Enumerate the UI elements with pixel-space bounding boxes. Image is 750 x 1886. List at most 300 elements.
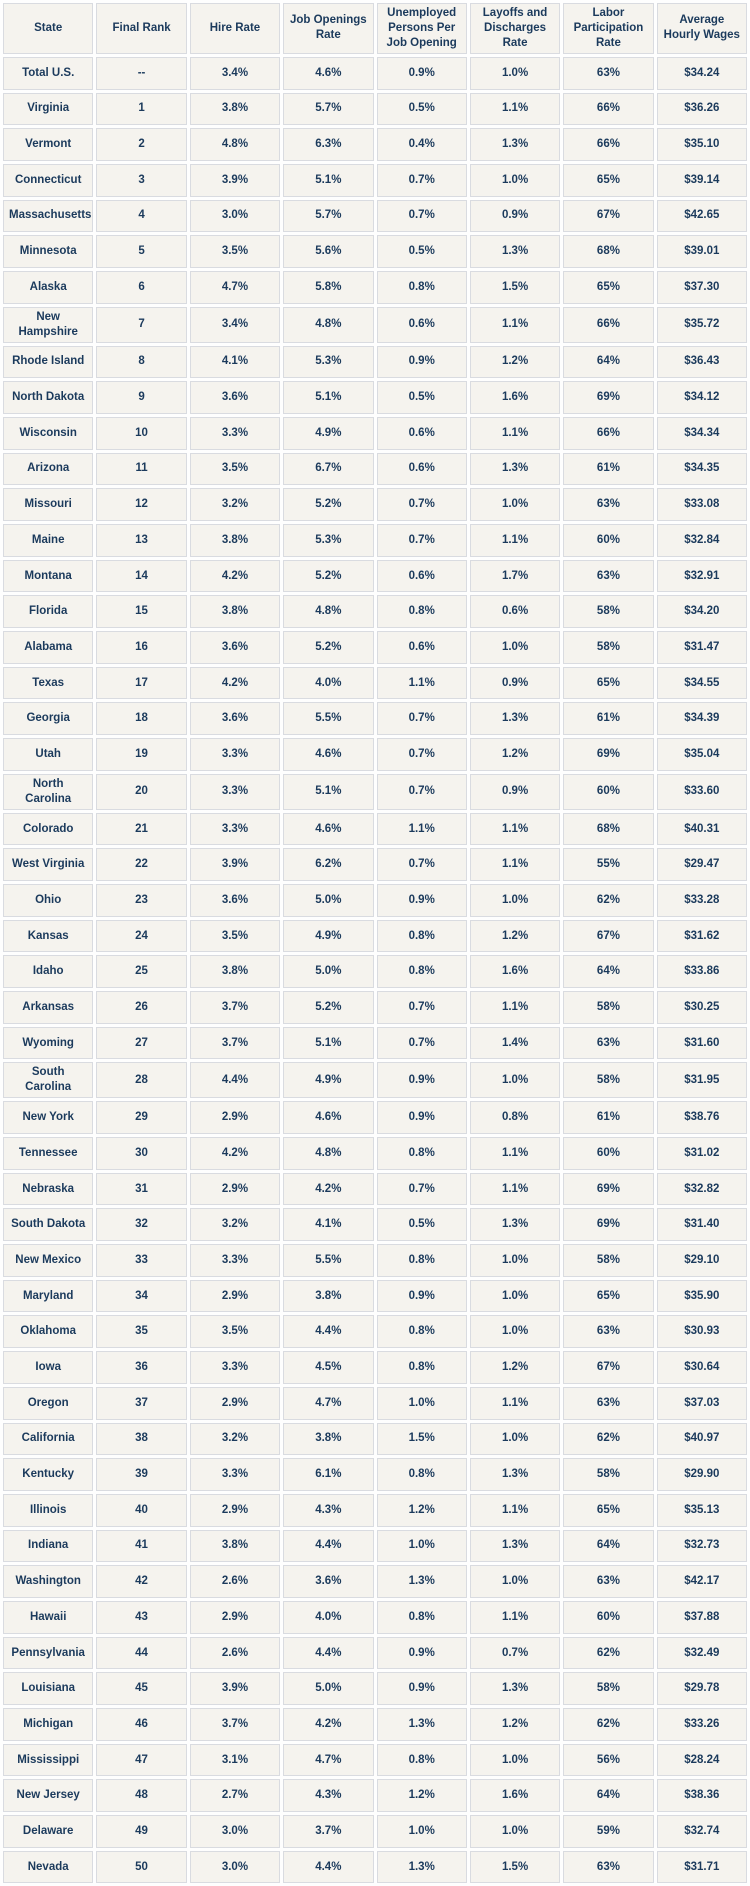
table-row <box>3 1351 747 1384</box>
cell-unemployed-per-job-opening: 1.3% <box>377 1851 467 1884</box>
cell-job-openings-rate: 4.2% <box>283 1708 373 1741</box>
cell-labor-participation-rate: 60% <box>563 774 653 810</box>
cell-job-openings-rate: 5.0% <box>283 955 373 988</box>
cell-state: Wyoming <box>3 1027 93 1060</box>
cell-job-openings-rate: 4.4% <box>283 1315 373 1348</box>
cell-labor-participation-rate: 62% <box>563 1637 653 1670</box>
cell-job-openings-rate: 5.2% <box>283 991 373 1024</box>
cell-hire-rate: 2.9% <box>190 1101 280 1134</box>
column-header-final-rank: Final Rank <box>96 3 186 54</box>
cell-final-rank: 36 <box>96 1351 186 1384</box>
cell-layoffs-discharges-rate: 1.0% <box>470 884 560 917</box>
cell-hire-rate: 3.7% <box>190 991 280 1024</box>
cell-state: Illinois <box>3 1494 93 1527</box>
table-row <box>3 738 747 771</box>
header-row <box>3 3 747 54</box>
cell-job-openings-rate: 4.4% <box>283 1637 373 1670</box>
cell-labor-participation-rate: 65% <box>563 164 653 197</box>
cell-state: Nevada <box>3 1851 93 1884</box>
cell-labor-participation-rate: 60% <box>563 524 653 557</box>
column-header-unemployed-per-job-opening: Unemployed Persons Per Job Opening <box>377 3 467 54</box>
cell-unemployed-per-job-opening: 0.7% <box>377 702 467 735</box>
table-row <box>3 524 747 557</box>
cell-unemployed-per-job-opening: 1.0% <box>377 1387 467 1420</box>
cell-avg-hourly-wages: $31.47 <box>657 631 747 664</box>
cell-unemployed-per-job-opening: 1.3% <box>377 1708 467 1741</box>
cell-job-openings-rate: 5.7% <box>283 200 373 233</box>
table-row <box>3 1744 747 1777</box>
cell-labor-participation-rate: 62% <box>563 1423 653 1456</box>
cell-layoffs-discharges-rate: 1.1% <box>470 1137 560 1170</box>
cell-hire-rate: 3.9% <box>190 164 280 197</box>
cell-state: North Dakota <box>3 381 93 414</box>
cell-hire-rate: 2.9% <box>190 1387 280 1420</box>
cell-unemployed-per-job-opening: 0.7% <box>377 991 467 1024</box>
cell-final-rank: 27 <box>96 1027 186 1060</box>
cell-hire-rate: 3.9% <box>190 1672 280 1705</box>
cell-unemployed-per-job-opening: 0.6% <box>377 560 467 593</box>
cell-avg-hourly-wages: $36.43 <box>657 346 747 379</box>
cell-avg-hourly-wages: $32.82 <box>657 1173 747 1206</box>
cell-state: Ohio <box>3 884 93 917</box>
cell-final-rank: 41 <box>96 1530 186 1563</box>
column-header-layoffs-discharges-rate: Layoffs and Discharges Rate <box>470 3 560 54</box>
cell-avg-hourly-wages: $34.24 <box>657 57 747 90</box>
cell-hire-rate: 2.9% <box>190 1601 280 1634</box>
cell-unemployed-per-job-opening: 0.8% <box>377 595 467 628</box>
cell-labor-participation-rate: 58% <box>563 631 653 664</box>
table-row <box>3 1851 747 1884</box>
cell-avg-hourly-wages: $34.55 <box>657 667 747 700</box>
cell-state: Maryland <box>3 1280 93 1313</box>
table-row <box>3 128 747 161</box>
cell-layoffs-discharges-rate: 1.3% <box>470 702 560 735</box>
cell-unemployed-per-job-opening: 0.7% <box>377 1027 467 1060</box>
cell-final-rank: 20 <box>96 774 186 810</box>
cell-avg-hourly-wages: $42.17 <box>657 1565 747 1598</box>
cell-layoffs-discharges-rate: 1.6% <box>470 381 560 414</box>
cell-state: Virginia <box>3 93 93 126</box>
cell-final-rank: 16 <box>96 631 186 664</box>
cell-job-openings-rate: 5.5% <box>283 702 373 735</box>
cell-labor-participation-rate: 62% <box>563 1708 653 1741</box>
cell-avg-hourly-wages: $35.04 <box>657 738 747 771</box>
column-header-job-openings-rate: Job Openings Rate <box>283 3 373 54</box>
cell-final-rank: 37 <box>96 1387 186 1420</box>
cell-unemployed-per-job-opening: 0.6% <box>377 307 467 343</box>
table-row <box>3 1779 747 1812</box>
cell-final-rank: 32 <box>96 1208 186 1241</box>
cell-job-openings-rate: 5.1% <box>283 381 373 414</box>
cell-job-openings-rate: 6.2% <box>283 848 373 881</box>
cell-final-rank: -- <box>96 57 186 90</box>
cell-unemployed-per-job-opening: 0.5% <box>377 235 467 268</box>
cell-unemployed-per-job-opening: 0.8% <box>377 271 467 304</box>
cell-layoffs-discharges-rate: 0.7% <box>470 1637 560 1670</box>
cell-layoffs-discharges-rate: 1.1% <box>470 1173 560 1206</box>
cell-avg-hourly-wages: $33.26 <box>657 1708 747 1741</box>
cell-final-rank: 40 <box>96 1494 186 1527</box>
cell-layoffs-discharges-rate: 1.3% <box>470 1208 560 1241</box>
cell-hire-rate: 2.9% <box>190 1173 280 1206</box>
cell-labor-participation-rate: 60% <box>563 1601 653 1634</box>
table-row <box>3 1815 747 1848</box>
cell-labor-participation-rate: 64% <box>563 346 653 379</box>
cell-final-rank: 13 <box>96 524 186 557</box>
cell-state: Florida <box>3 595 93 628</box>
cell-layoffs-discharges-rate: 1.0% <box>470 1744 560 1777</box>
cell-hire-rate: 3.4% <box>190 57 280 90</box>
table-row <box>3 631 747 664</box>
cell-labor-participation-rate: 64% <box>563 1530 653 1563</box>
cell-unemployed-per-job-opening: 1.0% <box>377 1815 467 1848</box>
cell-final-rank: 4 <box>96 200 186 233</box>
cell-unemployed-per-job-opening: 1.2% <box>377 1494 467 1527</box>
cell-avg-hourly-wages: $31.02 <box>657 1137 747 1170</box>
cell-hire-rate: 3.3% <box>190 1458 280 1491</box>
cell-labor-participation-rate: 69% <box>563 381 653 414</box>
cell-labor-participation-rate: 63% <box>563 1315 653 1348</box>
table-row <box>3 813 747 846</box>
cell-hire-rate: 4.2% <box>190 1137 280 1170</box>
cell-labor-participation-rate: 58% <box>563 595 653 628</box>
cell-unemployed-per-job-opening: 0.8% <box>377 1744 467 1777</box>
cell-job-openings-rate: 5.1% <box>283 774 373 810</box>
cell-labor-participation-rate: 63% <box>563 1851 653 1884</box>
cell-avg-hourly-wages: $33.60 <box>657 774 747 810</box>
cell-unemployed-per-job-opening: 0.7% <box>377 848 467 881</box>
cell-labor-participation-rate: 65% <box>563 667 653 700</box>
cell-state: New Jersey <box>3 1779 93 1812</box>
cell-state: Indiana <box>3 1530 93 1563</box>
cell-hire-rate: 3.5% <box>190 1315 280 1348</box>
cell-labor-participation-rate: 58% <box>563 1458 653 1491</box>
cell-avg-hourly-wages: $37.30 <box>657 271 747 304</box>
cell-final-rank: 1 <box>96 93 186 126</box>
table-row <box>3 884 747 917</box>
cell-hire-rate: 3.0% <box>190 200 280 233</box>
cell-hire-rate: 3.8% <box>190 1530 280 1563</box>
cell-labor-participation-rate: 65% <box>563 1280 653 1313</box>
cell-job-openings-rate: 3.8% <box>283 1280 373 1313</box>
table-row <box>3 1101 747 1134</box>
table-header <box>3 3 747 54</box>
cell-final-rank: 30 <box>96 1137 186 1170</box>
cell-hire-rate: 4.4% <box>190 1062 280 1098</box>
cell-layoffs-discharges-rate: 0.9% <box>470 667 560 700</box>
cell-job-openings-rate: 5.1% <box>283 1027 373 1060</box>
table-row <box>3 1280 747 1313</box>
cell-final-rank: 28 <box>96 1062 186 1098</box>
cell-hire-rate: 3.9% <box>190 848 280 881</box>
cell-layoffs-discharges-rate: 1.3% <box>470 1458 560 1491</box>
cell-unemployed-per-job-opening: 0.9% <box>377 884 467 917</box>
cell-job-openings-rate: 4.7% <box>283 1744 373 1777</box>
cell-state: Texas <box>3 667 93 700</box>
cell-layoffs-discharges-rate: 0.6% <box>470 595 560 628</box>
table-row <box>3 1244 747 1277</box>
cell-job-openings-rate: 4.6% <box>283 813 373 846</box>
table-row <box>3 57 747 90</box>
cell-state: Rhode Island <box>3 346 93 379</box>
cell-hire-rate: 3.6% <box>190 631 280 664</box>
cell-layoffs-discharges-rate: 1.1% <box>470 1387 560 1420</box>
cell-job-openings-rate: 4.4% <box>283 1851 373 1884</box>
cell-avg-hourly-wages: $32.84 <box>657 524 747 557</box>
cell-labor-participation-rate: 62% <box>563 884 653 917</box>
table-row <box>3 774 747 810</box>
cell-layoffs-discharges-rate: 1.0% <box>470 1244 560 1277</box>
cell-final-rank: 39 <box>96 1458 186 1491</box>
cell-layoffs-discharges-rate: 1.0% <box>470 1315 560 1348</box>
cell-final-rank: 26 <box>96 991 186 1024</box>
cell-hire-rate: 4.1% <box>190 346 280 379</box>
cell-job-openings-rate: 4.9% <box>283 417 373 450</box>
cell-hire-rate: 3.7% <box>190 1708 280 1741</box>
cell-layoffs-discharges-rate: 1.1% <box>470 417 560 450</box>
cell-job-openings-rate: 5.5% <box>283 1244 373 1277</box>
cell-layoffs-discharges-rate: 1.1% <box>470 991 560 1024</box>
cell-unemployed-per-job-opening: 0.5% <box>377 1208 467 1241</box>
cell-layoffs-discharges-rate: 1.0% <box>470 1565 560 1598</box>
table-row <box>3 667 747 700</box>
cell-final-rank: 24 <box>96 920 186 953</box>
cell-unemployed-per-job-opening: 0.6% <box>377 453 467 486</box>
table-row <box>3 1672 747 1705</box>
cell-final-rank: 23 <box>96 884 186 917</box>
cell-final-rank: 31 <box>96 1173 186 1206</box>
cell-final-rank: 2 <box>96 128 186 161</box>
cell-state: Arkansas <box>3 991 93 1024</box>
cell-job-openings-rate: 6.1% <box>283 1458 373 1491</box>
cell-unemployed-per-job-opening: 0.5% <box>377 381 467 414</box>
cell-avg-hourly-wages: $29.90 <box>657 1458 747 1491</box>
cell-final-rank: 48 <box>96 1779 186 1812</box>
cell-unemployed-per-job-opening: 1.2% <box>377 1779 467 1812</box>
cell-layoffs-discharges-rate: 1.1% <box>470 1601 560 1634</box>
cell-hire-rate: 3.2% <box>190 1208 280 1241</box>
column-header-labor-participation-rate: Labor Participation Rate <box>563 3 653 54</box>
cell-job-openings-rate: 6.7% <box>283 453 373 486</box>
cell-state: West Virginia <box>3 848 93 881</box>
cell-final-rank: 19 <box>96 738 186 771</box>
cell-layoffs-discharges-rate: 1.3% <box>470 1672 560 1705</box>
cell-unemployed-per-job-opening: 0.7% <box>377 200 467 233</box>
cell-layoffs-discharges-rate: 1.0% <box>470 631 560 664</box>
cell-state: Alaska <box>3 271 93 304</box>
cell-final-rank: 12 <box>96 488 186 521</box>
cell-labor-participation-rate: 61% <box>563 1101 653 1134</box>
cell-unemployed-per-job-opening: 0.9% <box>377 1101 467 1134</box>
cell-labor-participation-rate: 68% <box>563 235 653 268</box>
cell-hire-rate: 4.8% <box>190 128 280 161</box>
cell-unemployed-per-job-opening: 0.9% <box>377 1637 467 1670</box>
cell-avg-hourly-wages: $35.10 <box>657 128 747 161</box>
cell-job-openings-rate: 5.2% <box>283 560 373 593</box>
cell-state: Kentucky <box>3 1458 93 1491</box>
cell-unemployed-per-job-opening: 0.6% <box>377 631 467 664</box>
cell-labor-participation-rate: 68% <box>563 813 653 846</box>
table-row <box>3 1423 747 1456</box>
cell-layoffs-discharges-rate: 1.2% <box>470 1708 560 1741</box>
cell-layoffs-discharges-rate: 1.0% <box>470 57 560 90</box>
cell-avg-hourly-wages: $40.97 <box>657 1423 747 1456</box>
cell-labor-participation-rate: 66% <box>563 417 653 450</box>
cell-state: Alabama <box>3 631 93 664</box>
cell-state: Delaware <box>3 1815 93 1848</box>
table-row <box>3 488 747 521</box>
cell-avg-hourly-wages: $31.95 <box>657 1062 747 1098</box>
cell-labor-participation-rate: 61% <box>563 702 653 735</box>
cell-final-rank: 10 <box>96 417 186 450</box>
cell-avg-hourly-wages: $32.73 <box>657 1530 747 1563</box>
cell-unemployed-per-job-opening: 0.8% <box>377 1351 467 1384</box>
cell-labor-participation-rate: 58% <box>563 1672 653 1705</box>
table-row <box>3 200 747 233</box>
cell-hire-rate: 3.3% <box>190 417 280 450</box>
cell-job-openings-rate: 5.0% <box>283 1672 373 1705</box>
cell-layoffs-discharges-rate: 1.0% <box>470 488 560 521</box>
cell-final-rank: 42 <box>96 1565 186 1598</box>
cell-avg-hourly-wages: $31.60 <box>657 1027 747 1060</box>
cell-hire-rate: 3.3% <box>190 1351 280 1384</box>
cell-hire-rate: 3.3% <box>190 738 280 771</box>
cell-labor-participation-rate: 63% <box>563 1027 653 1060</box>
cell-job-openings-rate: 5.2% <box>283 488 373 521</box>
cell-state: Massachusetts <box>3 200 93 233</box>
cell-job-openings-rate: 4.8% <box>283 307 373 343</box>
cell-avg-hourly-wages: $28.24 <box>657 1744 747 1777</box>
cell-layoffs-discharges-rate: 1.0% <box>470 164 560 197</box>
cell-job-openings-rate: 5.0% <box>283 884 373 917</box>
cell-avg-hourly-wages: $39.01 <box>657 235 747 268</box>
cell-avg-hourly-wages: $35.72 <box>657 307 747 343</box>
cell-final-rank: 6 <box>96 271 186 304</box>
table-row <box>3 1565 747 1598</box>
table-row <box>3 595 747 628</box>
cell-final-rank: 34 <box>96 1280 186 1313</box>
cell-hire-rate: 3.0% <box>190 1851 280 1884</box>
column-header-state: State <box>3 3 93 54</box>
cell-job-openings-rate: 4.1% <box>283 1208 373 1241</box>
cell-layoffs-discharges-rate: 1.2% <box>470 738 560 771</box>
cell-state: South Dakota <box>3 1208 93 1241</box>
cell-unemployed-per-job-opening: 0.6% <box>377 417 467 450</box>
cell-labor-participation-rate: 55% <box>563 848 653 881</box>
cell-labor-participation-rate: 67% <box>563 1351 653 1384</box>
cell-avg-hourly-wages: $30.93 <box>657 1315 747 1348</box>
cell-hire-rate: 2.6% <box>190 1637 280 1670</box>
cell-state: Maine <box>3 524 93 557</box>
cell-hire-rate: 3.2% <box>190 1423 280 1456</box>
cell-unemployed-per-job-opening: 1.1% <box>377 667 467 700</box>
cell-avg-hourly-wages: $31.71 <box>657 1851 747 1884</box>
cell-unemployed-per-job-opening: 0.8% <box>377 920 467 953</box>
cell-unemployed-per-job-opening: 1.5% <box>377 1423 467 1456</box>
cell-state: South Carolina <box>3 1062 93 1098</box>
cell-labor-participation-rate: 67% <box>563 920 653 953</box>
cell-unemployed-per-job-opening: 0.4% <box>377 128 467 161</box>
cell-job-openings-rate: 5.7% <box>283 93 373 126</box>
cell-state: Pennsylvania <box>3 1637 93 1670</box>
cell-labor-participation-rate: 63% <box>563 57 653 90</box>
cell-job-openings-rate: 4.2% <box>283 1173 373 1206</box>
cell-state: Colorado <box>3 813 93 846</box>
cell-hire-rate: 3.4% <box>190 307 280 343</box>
cell-layoffs-discharges-rate: 1.6% <box>470 1779 560 1812</box>
cell-job-openings-rate: 5.6% <box>283 235 373 268</box>
cell-hire-rate: 3.5% <box>190 920 280 953</box>
cell-layoffs-discharges-rate: 1.1% <box>470 813 560 846</box>
cell-avg-hourly-wages: $29.47 <box>657 848 747 881</box>
cell-avg-hourly-wages: $33.08 <box>657 488 747 521</box>
cell-hire-rate: 3.8% <box>190 524 280 557</box>
cell-job-openings-rate: 4.0% <box>283 1601 373 1634</box>
table-row <box>3 1137 747 1170</box>
cell-unemployed-per-job-opening: 0.7% <box>377 1173 467 1206</box>
cell-state: Nebraska <box>3 1173 93 1206</box>
cell-layoffs-discharges-rate: 1.1% <box>470 307 560 343</box>
cell-labor-participation-rate: 59% <box>563 1815 653 1848</box>
cell-unemployed-per-job-opening: 1.0% <box>377 1530 467 1563</box>
cell-job-openings-rate: 5.8% <box>283 271 373 304</box>
cell-avg-hourly-wages: $34.12 <box>657 381 747 414</box>
cell-avg-hourly-wages: $37.03 <box>657 1387 747 1420</box>
cell-labor-participation-rate: 64% <box>563 955 653 988</box>
cell-layoffs-discharges-rate: 1.5% <box>470 271 560 304</box>
cell-labor-participation-rate: 63% <box>563 1565 653 1598</box>
cell-avg-hourly-wages: $35.90 <box>657 1280 747 1313</box>
cell-layoffs-discharges-rate: 1.2% <box>470 346 560 379</box>
cell-layoffs-discharges-rate: 1.3% <box>470 128 560 161</box>
table-row <box>3 1637 747 1670</box>
cell-labor-participation-rate: 67% <box>563 200 653 233</box>
cell-layoffs-discharges-rate: 1.1% <box>470 848 560 881</box>
cell-unemployed-per-job-opening: 1.1% <box>377 813 467 846</box>
cell-hire-rate: 3.3% <box>190 774 280 810</box>
cell-job-openings-rate: 4.7% <box>283 1387 373 1420</box>
cell-unemployed-per-job-opening: 0.8% <box>377 1137 467 1170</box>
cell-final-rank: 47 <box>96 1744 186 1777</box>
cell-unemployed-per-job-opening: 0.8% <box>377 1601 467 1634</box>
cell-job-openings-rate: 4.9% <box>283 1062 373 1098</box>
cell-final-rank: 46 <box>96 1708 186 1741</box>
table-row <box>3 346 747 379</box>
cell-layoffs-discharges-rate: 1.2% <box>470 920 560 953</box>
cell-job-openings-rate: 3.7% <box>283 1815 373 1848</box>
cell-avg-hourly-wages: $30.25 <box>657 991 747 1024</box>
cell-state: Minnesota <box>3 235 93 268</box>
cell-labor-participation-rate: 58% <box>563 1062 653 1098</box>
cell-layoffs-discharges-rate: 1.0% <box>470 1423 560 1456</box>
cell-unemployed-per-job-opening: 0.9% <box>377 57 467 90</box>
cell-hire-rate: 3.3% <box>190 1244 280 1277</box>
cell-unemployed-per-job-opening: 0.8% <box>377 955 467 988</box>
cell-unemployed-per-job-opening: 0.8% <box>377 1244 467 1277</box>
cell-job-openings-rate: 4.0% <box>283 667 373 700</box>
cell-state: New York <box>3 1101 93 1134</box>
cell-unemployed-per-job-opening: 0.9% <box>377 1672 467 1705</box>
table-row <box>3 164 747 197</box>
cell-hire-rate: 3.0% <box>190 1815 280 1848</box>
cell-avg-hourly-wages: $31.40 <box>657 1208 747 1241</box>
table-row <box>3 991 747 1024</box>
table-row <box>3 417 747 450</box>
cell-state: Washington <box>3 1565 93 1598</box>
cell-job-openings-rate: 4.6% <box>283 57 373 90</box>
cell-hire-rate: 2.6% <box>190 1565 280 1598</box>
cell-labor-participation-rate: 66% <box>563 307 653 343</box>
